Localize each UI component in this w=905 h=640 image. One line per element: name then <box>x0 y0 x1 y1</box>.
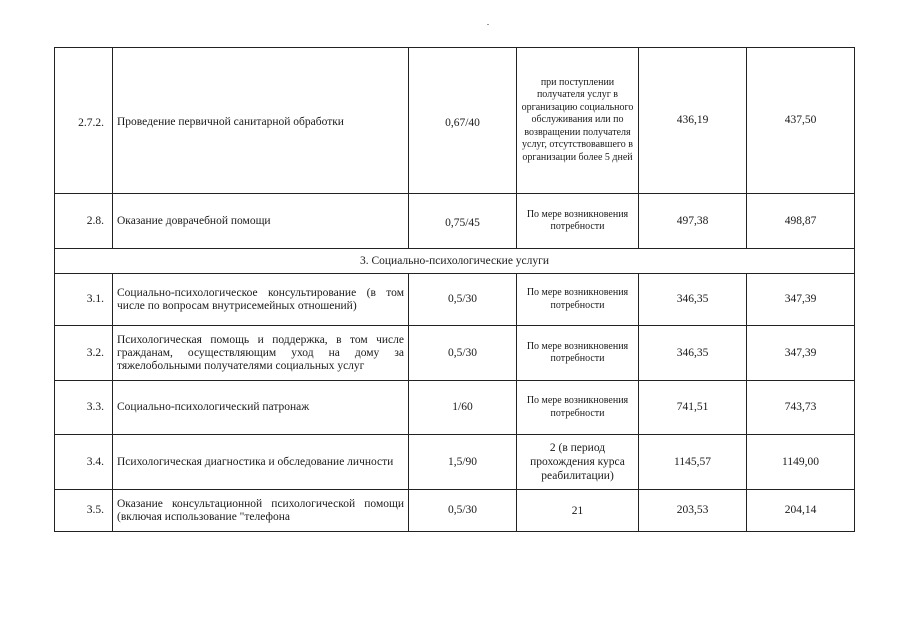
service-name: Социально-психологический патронаж <box>113 381 409 435</box>
table-row <box>55 194 855 249</box>
row-number: 3.5. <box>55 490 113 532</box>
price-1: 1145,57 <box>639 435 747 490</box>
table-row <box>55 274 855 326</box>
price-2: 437,50 <box>747 48 855 194</box>
service-name: Психологическая помощь и поддержка, в том числе гражданам, осуществляющим уход на дому за тяжелобольными получателями социальных услуг <box>113 326 409 381</box>
price-1: 436,19 <box>639 48 747 194</box>
price-2: 347,39 <box>747 326 855 381</box>
service-name: Оказание консультационной психологической помощи (включая использование "телефона <box>113 490 409 532</box>
table-row <box>55 326 855 381</box>
time-norm: 0,5/30 <box>409 274 517 326</box>
time-norm: 0,5/30 <box>409 490 517 532</box>
service-frequency: По мере возникновения потребности <box>517 326 639 381</box>
price-1: 346,35 <box>639 274 747 326</box>
time-norm: 0,75/45 <box>409 194 517 249</box>
time-norm: 1/60 <box>409 381 517 435</box>
row-number: 3.1. <box>55 274 113 326</box>
service-frequency: при поступлении получателя услуг в организацию социального обслуживания или по возвращении получателя услуг, отсутствовавшего в организации более 5 дней <box>517 48 639 194</box>
row-number: 3.3. <box>55 381 113 435</box>
service-frequency: 2 (в период прохождения курса реабилитации) <box>517 435 639 490</box>
time-norm: 0,67/40 <box>409 48 517 194</box>
row-number: 2.8. <box>55 194 113 249</box>
price-2: 743,73 <box>747 381 855 435</box>
service-name: Социально-психологическое консультирование (в том числе по вопросам внутрисемейных отношений) <box>113 274 409 326</box>
service-frequency: По мере возникновения потребности <box>517 194 639 249</box>
price-2: 498,87 <box>747 194 855 249</box>
service-frequency: 21 <box>517 490 639 532</box>
page-speck <box>487 24 489 25</box>
section-header: 3. Социально-психологические услуги <box>55 249 855 274</box>
row-number: 2.7.2. <box>55 48 113 194</box>
price-2: 1149,00 <box>747 435 855 490</box>
price-2: 204,14 <box>747 490 855 532</box>
services-table <box>54 47 855 532</box>
row-number: 3.4. <box>55 435 113 490</box>
service-name: Проведение первичной санитарной обработки <box>113 48 409 194</box>
row-number: 3.2. <box>55 326 113 381</box>
service-frequency: По мере возникновения потребности <box>517 274 639 326</box>
table-row <box>55 48 855 194</box>
price-2: 347,39 <box>747 274 855 326</box>
price-1: 346,35 <box>639 326 747 381</box>
price-1: 741,51 <box>639 381 747 435</box>
service-name: Психологическая диагностика и обследование личности <box>113 435 409 490</box>
section-header-row <box>55 249 855 274</box>
time-norm: 0,5/30 <box>409 326 517 381</box>
service-frequency: По мере возникновения потребности <box>517 381 639 435</box>
price-1: 203,53 <box>639 490 747 532</box>
time-norm: 1,5/90 <box>409 435 517 490</box>
table-row <box>55 435 855 490</box>
price-1: 497,38 <box>639 194 747 249</box>
table-row <box>55 490 855 532</box>
service-name: Оказание доврачебной помощи <box>113 194 409 249</box>
table-row <box>55 381 855 435</box>
